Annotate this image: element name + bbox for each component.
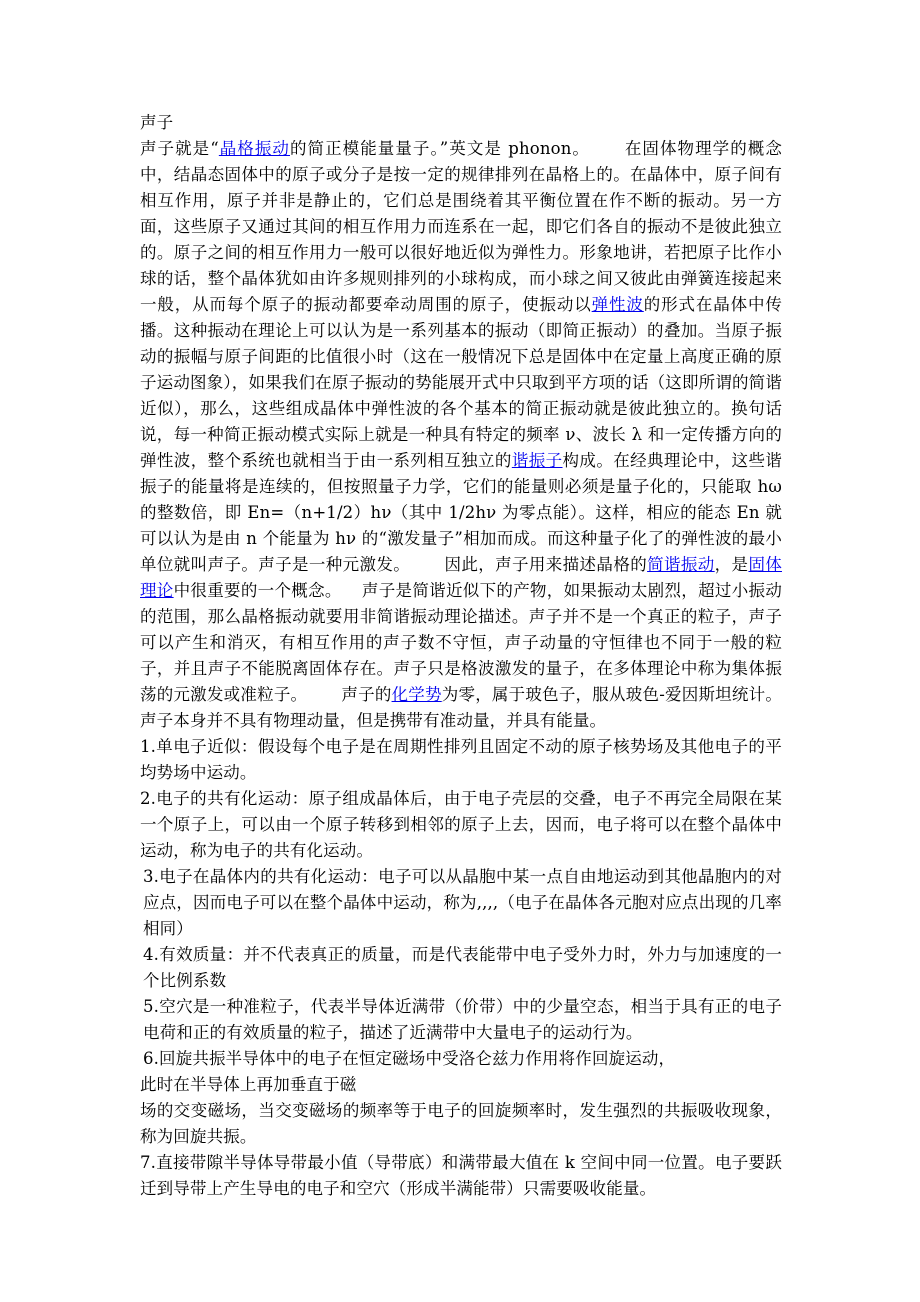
document-page xyxy=(140,110,782,1202)
link-chemical-potential[interactable]: 化学势 xyxy=(391,685,442,704)
text-segment: 声子是简谐近似下的产物，如果振动太剧烈，超过小振动的范围，那么晶格振动就要用非简谐振动理论描述。声子并不是一个真正的粒子，声子可以产生和消灭，有相互作用的声子数不守恒，声子动量的守恒律也不同于一般的粒子，并且声子不能脱离固体存在。声子只是格波激发的量子，在多体理论中称为集体振荡的元激发或准粒子。 xyxy=(140,581,782,704)
text-segment: ，是 xyxy=(714,555,749,574)
text-segment: 中很重要的一个概念。 xyxy=(173,581,342,600)
text-segment: 在固体物理学的概念中，结晶态固体中的原子或分子是按一定的规律排列在晶格上的。在晶体中，原子间有相互作用，原子并非是静止的，它们总是围绕着其平衡位置在作不断的振动。另一方面，这些原子又通过其间的相互作用力而连系在一起，即它们各自的振动不是彼此独立的。原子之间的相互作用力一般可以很好地近似为弹性力。形象地讲，若把原子比作小球的话，整个晶体犹如由许多规则排列的小球构成，而小球之间又彼此由弹簧连接起来一般，从而每个原子的振动都要牵动周围的原子，使振动以 xyxy=(140,139,782,314)
link-elastic-wave[interactable]: 弹性波 xyxy=(591,295,644,314)
text-segment: 声子的 xyxy=(341,685,392,704)
link-harmonic-oscillator[interactable]: 谐振子 xyxy=(511,451,563,470)
link-simple-harmonic-vibration[interactable]: 简谐振动 xyxy=(647,555,715,574)
list-item-4: 4.有效质量：并不代表真正的质量，而是代表能带中电子受外力时，外力与加速度的一个比例系数 xyxy=(143,945,782,990)
list-item-6-continued-2: 场的交变磁场，当交变磁场的频率等于电子的回旋频率时，发生强烈的共振吸收现象，称为回旋共振。 xyxy=(140,1101,782,1146)
text-segment: 的形式在晶体中传播。这种振动在理论上可以认为是一系列基本的振动（即简正振动）的叠加。当原子振动的振幅与原子间距的比值很小时（这在一般情况下总是固体中在定量上高度正确的原子运动图象），如果我们在原子振动的势能展开式中只取到平方项的话（这即所谓的简谐近似），那么，这些组成晶体中弹性波的各个基本的简正振动就是彼此独立的。换句话说，每一种简正振动模式实际上就是一种具有特定的频率 ν、波长 λ 和一定传播方向的弹性波，整个系统也就相当于由一系列相互独立的 xyxy=(140,295,783,470)
text-segment: 因此，声子用来描述晶格的 xyxy=(444,555,648,574)
list-item-6-continued: 此时在半导体上再加垂直于磁 xyxy=(140,1075,357,1094)
text-segment: 构成。在经典理论中，这些谐振子的能量将是连续的，但按照量子力学，它们的能量则必须是量子化的，只能取 hω 的整数倍，即 En=（n+1/2）hν（其中 1/2hν 为零点能）。这样，相应的能态 En 就可以认为是由 n 个能量为 hν 的“激发量子”相加而成。而这种量子化了的弹性波的最小单位就叫声子。声子是一种元激发。 xyxy=(140,451,782,574)
list-item-6: 6.回旋共振半导体中的电子在恒定磁场中受洛仑兹力作用将作回旋运动， xyxy=(143,1049,676,1068)
text-segment: 为零，属于玻色子，服从玻色-爱因斯坦统计。声子本身并不具有物理动量，但是携带有准动量，并具有能量。 xyxy=(140,685,783,730)
list-item-5: 5.空穴是一种准粒子，代表半导体近满带（价带）中的少量空态，相当于具有正的电子电荷和正的有效质量的粒子，描述了近满带中大量电子的运动行为。 xyxy=(143,997,782,1042)
main-paragraph xyxy=(140,136,782,734)
list-item-7: 7.直接带隙半导体导带最小值（导带底）和满带最大值在 k 空间中同一位置。电子要跃迁到导带上产生导电的电子和空穴（形成半满能带）只需要吸收能量。 xyxy=(140,1153,782,1198)
text-segment: 的简正模能量量子。”英文是 phonon。 xyxy=(289,139,590,158)
text-segment: 声子就是“ xyxy=(140,139,219,158)
list-item-3: 3.电子在晶体内的共有化运动：电子可以从晶胞中某一点自由地运动到其他晶胞内的对应点，因而电子可以在整个晶体中运动，称为,,,,（电子在晶体各元胞对应点出现的几率相同） xyxy=(143,867,782,938)
list-item-2: 2.电子的共有化运动：原子组成晶体后，由于电子壳层的交叠，电子不再完全局限在某一个原子上，可以由一个原子转移到相邻的原子上去，因而，电子将可以在整个晶体中运动，称为电子的共有化运动。 xyxy=(140,789,782,860)
link-solid-state-theory[interactable]: 固体理论 xyxy=(140,555,782,600)
link-lattice-vibration[interactable]: 晶格振动 xyxy=(218,139,290,158)
list-item-1: 1.单电子近似：假设每个电子是在周期性排列且固定不动的原子核势场及其他电子的平均势场中运动。 xyxy=(140,737,782,782)
document-title: 声子 xyxy=(140,113,174,132)
